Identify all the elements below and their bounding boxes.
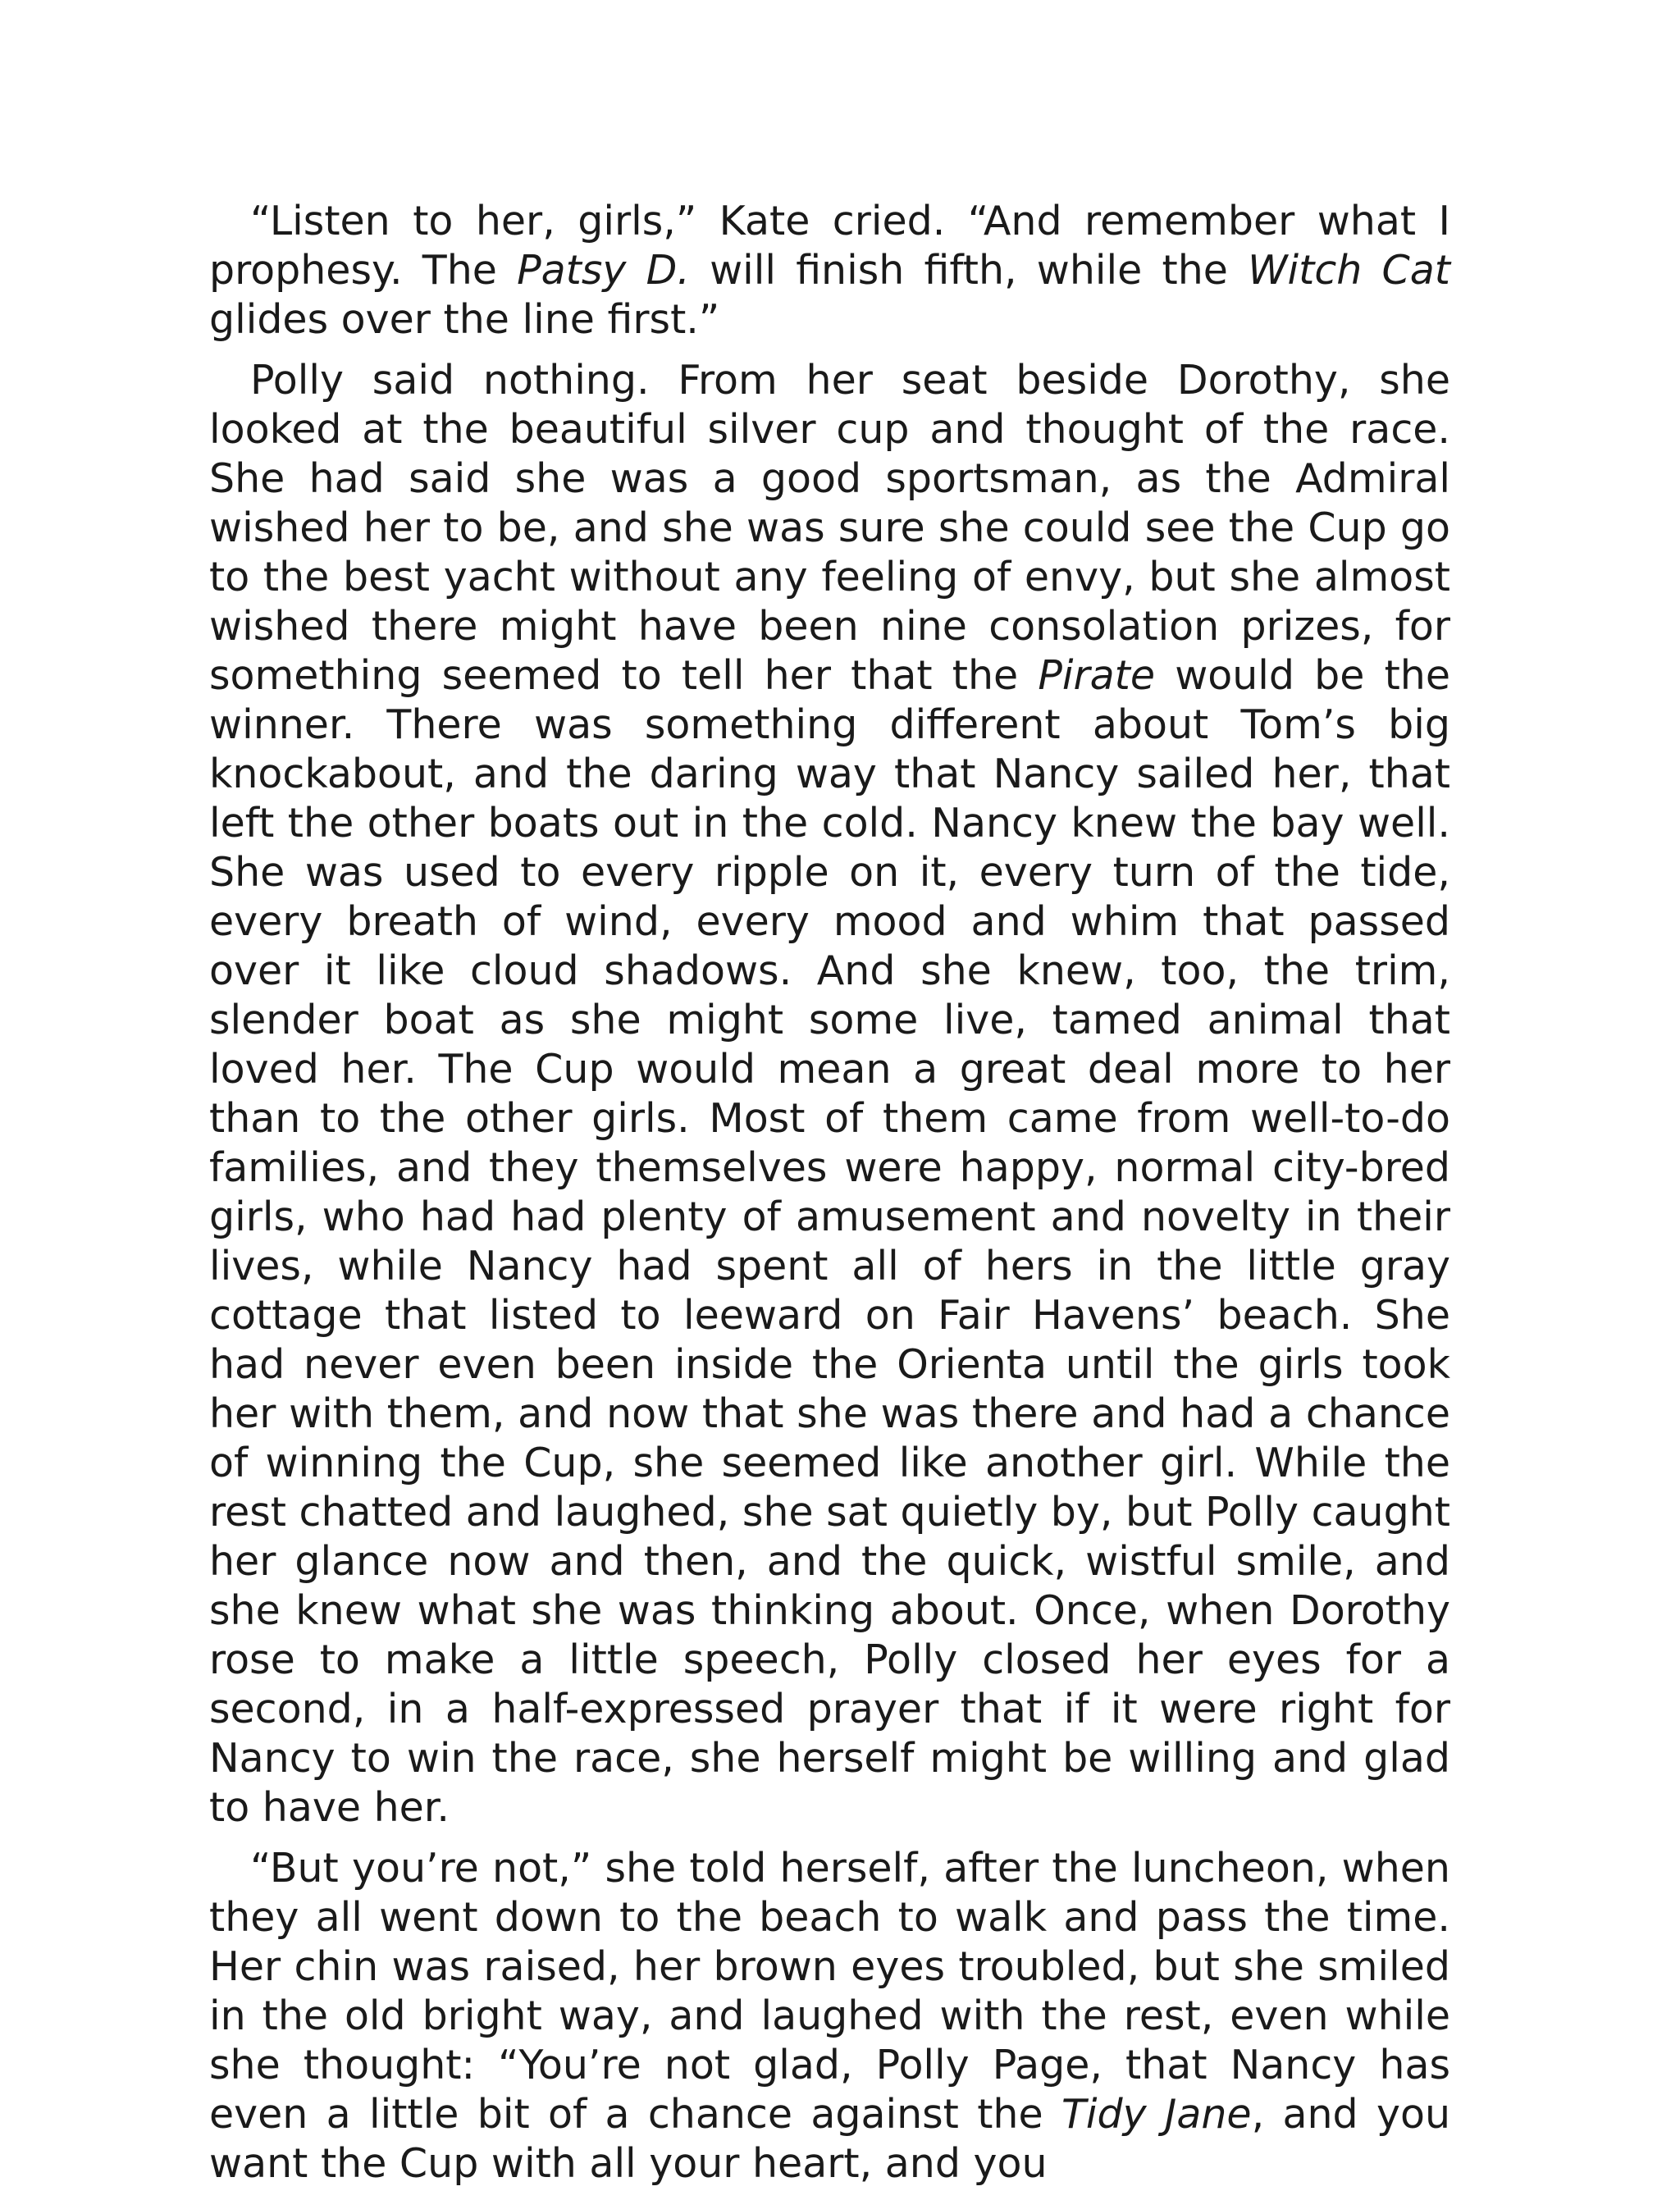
- paragraph-3: [209, 1844, 1450, 2189]
- text-run: “Listen to her, girls,” Kate cried. “And remember what I prophesy. The: [209, 198, 1450, 294]
- boat-name-tidy-jane: Tidy Jane: [1061, 2091, 1252, 2138]
- book-page: [209, 197, 1450, 2200]
- text-run: will finish fifth, while the: [689, 247, 1249, 294]
- text-run: would be the winner. There was something different about Tom’s big knockabout, and the daring way that Nancy sailed her, that left the other boats out in the cold. Nancy knew the bay well. She was used to every ripple on it, every turn of the tide, every breath of wind, every mood and whim that passed over it like cloud shadows. And she knew, too, the trim, slender boat as she might some live, tamed animal that loved her. The Cup would mean a great deal more to her than to the other girls. Most of them came from well-to-do families, and they themselves were happy, normal city-bred girls, who had had plenty of amusement and novelty in their lives, while Nancy had spent all of hers in the little gray cottage that listed to leeward on Fair Havens’ beach. She had never even been inside the Orienta until the girls took her with them, and now that she was there and had a chance of winning the Cup, she seemed like another girl. While the rest chatted and laughed, she sat quietly by, but Polly caught her glance now and then, and the quick, wistful smile, and she knew what she was thinking about. Once, when Dorothy rose to make a little speech, Polly closed her eyes for a second, in a half-expressed prayer that if it were right for Nancy to win the race, she herself might be willing and glad to have her.: [209, 652, 1450, 1831]
- boat-name-pirate: Pirate: [1038, 652, 1156, 699]
- paragraph-2: [209, 356, 1450, 1833]
- boat-name-patsy-d: Patsy D.: [517, 247, 690, 294]
- paragraph-1: [209, 197, 1450, 345]
- boat-name-witch-cat: Witch Cat: [1248, 247, 1451, 294]
- text-run: “But you’re not,” she told herself, after the luncheon, when they all went down to the beach to walk and pass the time. Her chin was raised, her brown eyes troubled, but she smiled in the old bright way, and laughed with the rest, even while she thought: “You’re not glad, Polly Page, that Nancy has even a little bit of a chance against the: [209, 1845, 1450, 2138]
- text-run: glides over the line first.”: [209, 296, 720, 343]
- text-run: Polly said nothing. From her seat beside Dorothy, she looked at the beautiful silver cup and thought of the race. She had said she was a good sportsman, as the Admiral wished her to be, and she was sure she could see the Cup go to the best yacht without any feeling of envy, but she almost wished there might have been nine consolation prizes, for something seemed to tell her that the: [209, 357, 1450, 699]
- text-run: , and you want the Cup with all your heart, and you: [209, 2091, 1450, 2187]
